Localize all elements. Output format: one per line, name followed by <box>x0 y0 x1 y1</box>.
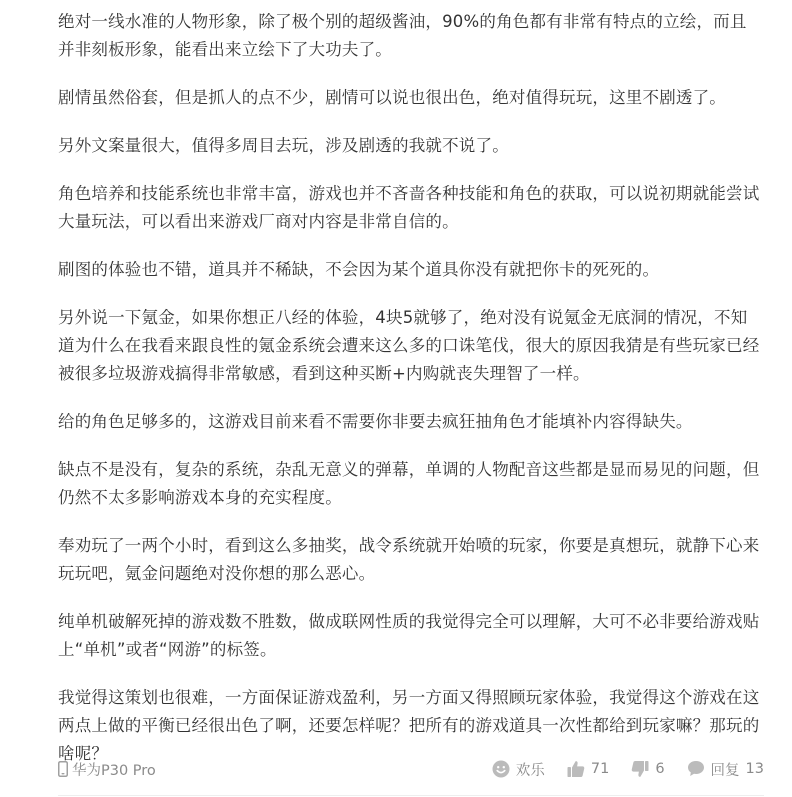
thumbs-up-icon <box>567 760 585 778</box>
review-paragraph: 我觉得这策划也很难，一方面保证游戏盈利，另一方面又得照顾玩家体验，我觉得这个游戏在这两点上做的平衡已经很出色了啊，还要怎样呢？把所有的游戏道具一次性都给到玩家嘛？那玩的啥呢？ <box>58 688 760 763</box>
happy-button[interactable] <box>492 759 545 780</box>
device-info <box>58 759 470 780</box>
dislike-button[interactable] <box>631 760 664 778</box>
smiley-icon <box>492 760 510 778</box>
review-paragraph: 绝对一线水准的人物形象，除了极个别的超级酱油，90%的角色都有非常有特点的立绘，而且并非刻板形象，能看出来立绘下了大功夫了。 <box>58 12 747 59</box>
phone-icon <box>58 761 68 777</box>
like-button[interactable] <box>567 760 609 778</box>
reply-label: 回复 <box>710 762 740 779</box>
review-paragraph: 另外说一下氪金，如果你想正八经的体验，4块5就够了，绝对没有说氪金无底洞的情况，不知道为什么在我看来跟良性的氪金系统会遭来这么多的口诛笔伐，很大的原因我猜是有些玩家已经被很多垃圾游戏搞得非常敏感，看到这种买断+内购就丧失理智了一样。 <box>58 308 760 383</box>
happy-label: 欢乐 <box>515 762 545 779</box>
thumbs-down-icon <box>631 760 649 778</box>
review-paragraph: 给的角色足够多的，这游戏目前来看不需要你非要去疯狂抽角色才能填补内容得缺失。 <box>58 412 693 431</box>
review-paragraph: 角色培养和技能系统也非常丰富，游戏也并不吝啬各种技能和角色的获取，可以说初期就能尝试大量玩法，可以看出来游戏厂商对内容是非常自信的。 <box>58 184 760 231</box>
review-footer <box>58 755 764 783</box>
review-paragraph: 另外文案量很大，值得多周目去玩，涉及剧透的我就不说了。 <box>58 136 509 155</box>
review-paragraph: 刷图的体验也不错，道具并不稀缺，不会因为某个道具你没有就把你卡的死死的。 <box>58 260 660 279</box>
review-paragraph: 纯单机破解死掉的游戏数不胜数，做成联网性质的我觉得完全可以理解，大可不必非要给游戏贴上“单机”或者“网游”的标签。 <box>58 612 760 659</box>
review-paragraph: 缺点不是没有，复杂的系统，杂乱无意义的弹幕，单调的人物配音这些都是显而易见的问题，但仍然不太多影响游戏本身的充实程度。 <box>58 460 760 507</box>
divider <box>58 795 764 796</box>
review-paragraph: 剧情虽然俗套，但是抓人的点不少，剧情可以说也很出色，绝对值得玩玩，这里不剧透了。 <box>58 88 726 107</box>
comment-icon <box>687 760 705 778</box>
device-label: 华为P30 Pro <box>72 762 156 779</box>
review-body <box>58 8 762 768</box>
reply-button[interactable] <box>687 759 764 780</box>
review-paragraph: 奉劝玩了一两个小时，看到这么多抽奖，战令系统就开始喷的玩家，你要是真想玩，就静下心来玩玩吧，氪金问题绝对没你想的那么恶心。 <box>58 536 760 583</box>
dislike-count: 6 <box>655 761 665 777</box>
like-count: 71 <box>590 761 610 777</box>
reply-count: 13 <box>745 761 764 777</box>
